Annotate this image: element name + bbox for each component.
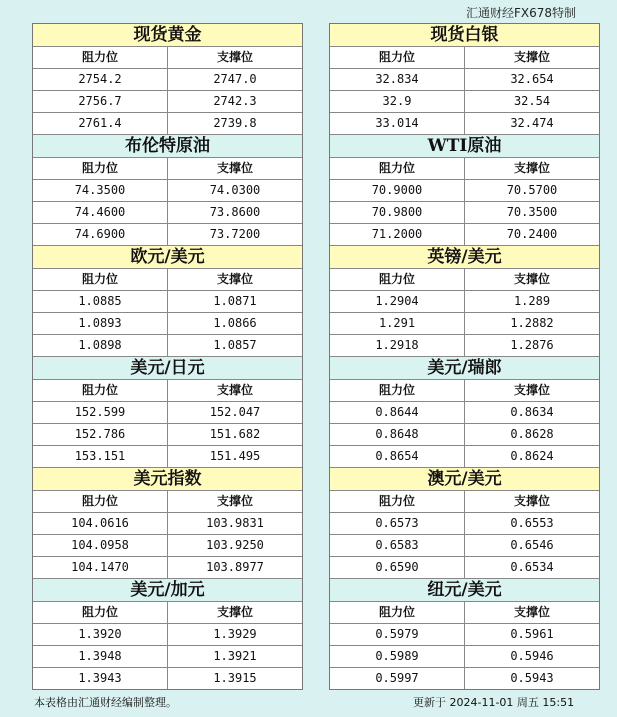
table-row: [33, 224, 302, 246]
table-row: [330, 69, 599, 91]
support-value: 74.0300: [209, 183, 261, 197]
resistance-value: 0.5997: [330, 668, 465, 689]
resistance-value: 104.1470: [33, 557, 168, 578]
column-header-row: [33, 269, 302, 291]
table-row: [330, 313, 599, 335]
resistance-header: 阻力位: [33, 269, 168, 290]
support-value: 73.8600: [209, 205, 261, 219]
table-row: [330, 91, 599, 113]
table-row: [330, 202, 599, 224]
resistance-header: 阻力位: [33, 602, 168, 623]
column-header-row: [33, 380, 302, 402]
resistance-value: 0.6590: [330, 557, 465, 578]
instrument-title: 美元指数: [33, 468, 302, 491]
resistance-value: 1.0893: [33, 313, 168, 334]
support-header: 支撑位: [216, 494, 253, 508]
resistance-value: 1.3943: [33, 668, 168, 689]
column-header-row: [330, 269, 599, 291]
table-row: [33, 513, 302, 535]
table-row: [330, 224, 599, 246]
resistance-value: 152.599: [33, 402, 168, 423]
resistance-header: 阻力位: [33, 491, 168, 512]
resistance-header: 阻力位: [33, 47, 168, 68]
support-value: 2739.8: [213, 116, 257, 130]
table-row: [330, 335, 599, 357]
resistance-header: 阻力位: [33, 380, 168, 401]
support-value: 70.5700: [506, 183, 558, 197]
table-row: [330, 557, 599, 579]
instrument-block: [33, 246, 302, 357]
table-row: [33, 180, 302, 202]
support-value: 32.54: [513, 94, 551, 108]
support-header: 支撑位: [513, 494, 550, 508]
resistance-value: 1.2904: [330, 291, 465, 312]
resistance-value: 104.0958: [33, 535, 168, 556]
column-header-row: [33, 158, 302, 180]
support-header: 支撑位: [216, 272, 253, 286]
instrument-block: [330, 579, 599, 689]
support-header: 支撑位: [513, 605, 550, 619]
table-row: [33, 69, 302, 91]
resistance-value: 2761.4: [33, 113, 168, 134]
table-row: [33, 291, 302, 313]
resistance-value: 0.5979: [330, 624, 465, 645]
table-row: [330, 668, 599, 689]
column-header-row: [330, 602, 599, 624]
instrument-title: 布伦特原油: [33, 135, 302, 158]
instrument-title: 现货白银: [330, 24, 599, 47]
instrument-title: 欧元/美元: [33, 246, 302, 269]
instrument-title: 美元/瑞郎: [330, 357, 599, 380]
support-value: 0.6546: [510, 538, 554, 552]
instrument-title: 纽元/美元: [330, 579, 599, 602]
table-row: [33, 402, 302, 424]
table-row: [330, 535, 599, 557]
instrument-title: 美元/日元: [33, 357, 302, 380]
brand-label: 汇通财经FX678特制: [466, 6, 577, 20]
table-row: [330, 291, 599, 313]
support-value: 0.5943: [510, 671, 554, 685]
column-header-row: [330, 47, 599, 69]
support-value: 1.289: [513, 294, 551, 308]
support-value: 1.0857: [213, 338, 257, 352]
column-header-row: [330, 380, 599, 402]
instrument-block: [33, 24, 302, 135]
column-header-row: [33, 491, 302, 513]
support-value: 70.2400: [506, 227, 558, 241]
table-row: [330, 624, 599, 646]
resistance-value: 0.6573: [330, 513, 465, 534]
instrument-block: [330, 357, 599, 468]
table-row: [33, 313, 302, 335]
table-row: [330, 424, 599, 446]
resistance-value: 33.014: [330, 113, 465, 134]
instrument-block: [33, 468, 302, 579]
support-value: 0.5946: [510, 649, 554, 663]
support-value: 0.5961: [510, 627, 554, 641]
support-value: 1.0871: [213, 294, 257, 308]
resistance-value: 1.0885: [33, 291, 168, 312]
support-header: 支撑位: [216, 161, 253, 175]
column-header-row: [33, 602, 302, 624]
support-value: 2747.0: [213, 72, 257, 86]
support-value: 103.9250: [206, 538, 264, 552]
instrument-block: [33, 357, 302, 468]
table-row: [33, 202, 302, 224]
resistance-header: 阻力位: [33, 158, 168, 179]
table-row: [33, 535, 302, 557]
instrument-block: [330, 135, 599, 246]
resistance-value: 70.9000: [330, 180, 465, 201]
update-time: 更新于 2024-11-01 周五 15:51: [413, 696, 575, 709]
table-row: [33, 113, 302, 135]
table-row: [33, 424, 302, 446]
resistance-value: 2756.7: [33, 91, 168, 112]
support-value: 1.2882: [510, 316, 554, 330]
resistance-value: 1.3948: [33, 646, 168, 667]
support-value: 1.3915: [213, 671, 257, 685]
resistance-value: 152.786: [33, 424, 168, 445]
support-value: 0.6553: [510, 516, 554, 530]
resistance-value: 104.0616: [33, 513, 168, 534]
support-value: 0.8624: [510, 449, 554, 463]
resistance-header: 阻力位: [330, 491, 465, 512]
support-value: 32.654: [510, 72, 554, 86]
resistance-header: 阻力位: [330, 47, 465, 68]
resistance-value: 32.9: [330, 91, 465, 112]
instrument-title: 现货黄金: [33, 24, 302, 47]
resistance-value: 0.5989: [330, 646, 465, 667]
table-row: [330, 402, 599, 424]
instrument-block: [33, 135, 302, 246]
table-row: [33, 91, 302, 113]
column-header-row: [330, 491, 599, 513]
support-header: 支撑位: [513, 161, 550, 175]
support-header: 支撑位: [513, 50, 550, 64]
resistance-value: 74.6900: [33, 224, 168, 245]
support-value: 152.047: [209, 405, 261, 419]
table-row: [33, 624, 302, 646]
table-row: [330, 113, 599, 135]
instrument-block: [330, 24, 599, 135]
support-header: 支撑位: [513, 272, 550, 286]
resistance-value: 71.2000: [330, 224, 465, 245]
table-row: [33, 446, 302, 468]
table-row: [330, 646, 599, 668]
instrument-block: [330, 468, 599, 579]
support-value: 1.0866: [213, 316, 257, 330]
resistance-value: 1.0898: [33, 335, 168, 356]
resistance-value: 0.8654: [330, 446, 465, 467]
column-header-row: [33, 47, 302, 69]
support-header: 支撑位: [216, 383, 253, 397]
resistance-value: 1.3920: [33, 624, 168, 645]
support-header: 支撑位: [513, 383, 550, 397]
support-value: 1.3921: [213, 649, 257, 663]
left-column: [32, 23, 303, 690]
table-row: [33, 557, 302, 579]
support-value: 1.2876: [510, 338, 554, 352]
table-row: [330, 513, 599, 535]
support-header: 支撑位: [216, 605, 253, 619]
support-header: 支撑位: [216, 50, 253, 64]
instrument-title: 美元/加元: [33, 579, 302, 602]
resistance-header: 阻力位: [330, 602, 465, 623]
instrument-title: WTI原油: [330, 135, 599, 158]
resistance-value: 0.6583: [330, 535, 465, 556]
footer-note: 本表格由汇通财经编制整理。: [34, 696, 177, 709]
instrument-block: [33, 579, 302, 689]
support-value: 151.682: [209, 427, 261, 441]
table-row: [330, 446, 599, 468]
table-row: [33, 335, 302, 357]
resistance-header: 阻力位: [330, 269, 465, 290]
column-header-row: [330, 158, 599, 180]
resistance-value: 153.151: [33, 446, 168, 467]
support-value: 0.8634: [510, 405, 554, 419]
resistance-value: 74.4600: [33, 202, 168, 223]
support-value: 103.8977: [206, 560, 264, 574]
support-value: 1.3929: [213, 627, 257, 641]
resistance-value: 0.8644: [330, 402, 465, 423]
table-row: [33, 668, 302, 689]
resistance-value: 74.3500: [33, 180, 168, 201]
resistance-value: 0.8648: [330, 424, 465, 445]
support-value: 0.6534: [510, 560, 554, 574]
support-value: 103.9831: [206, 516, 264, 530]
support-value: 32.474: [510, 116, 554, 130]
resistance-value: 1.291: [330, 313, 465, 334]
support-value: 2742.3: [213, 94, 257, 108]
resistance-value: 70.9800: [330, 202, 465, 223]
right-column: [329, 23, 600, 690]
support-value: 70.3500: [506, 205, 558, 219]
table-row: [33, 646, 302, 668]
resistance-value: 2754.2: [33, 69, 168, 90]
resistance-header: 阻力位: [330, 158, 465, 179]
instrument-title: 英镑/美元: [330, 246, 599, 269]
resistance-value: 1.2918: [330, 335, 465, 356]
instrument-block: [330, 246, 599, 357]
support-value: 73.7200: [209, 227, 261, 241]
instrument-title: 澳元/美元: [330, 468, 599, 491]
support-value: 0.8628: [510, 427, 554, 441]
resistance-header: 阻力位: [330, 380, 465, 401]
resistance-value: 32.834: [330, 69, 465, 90]
support-value: 151.495: [209, 449, 261, 463]
table-row: [330, 180, 599, 202]
